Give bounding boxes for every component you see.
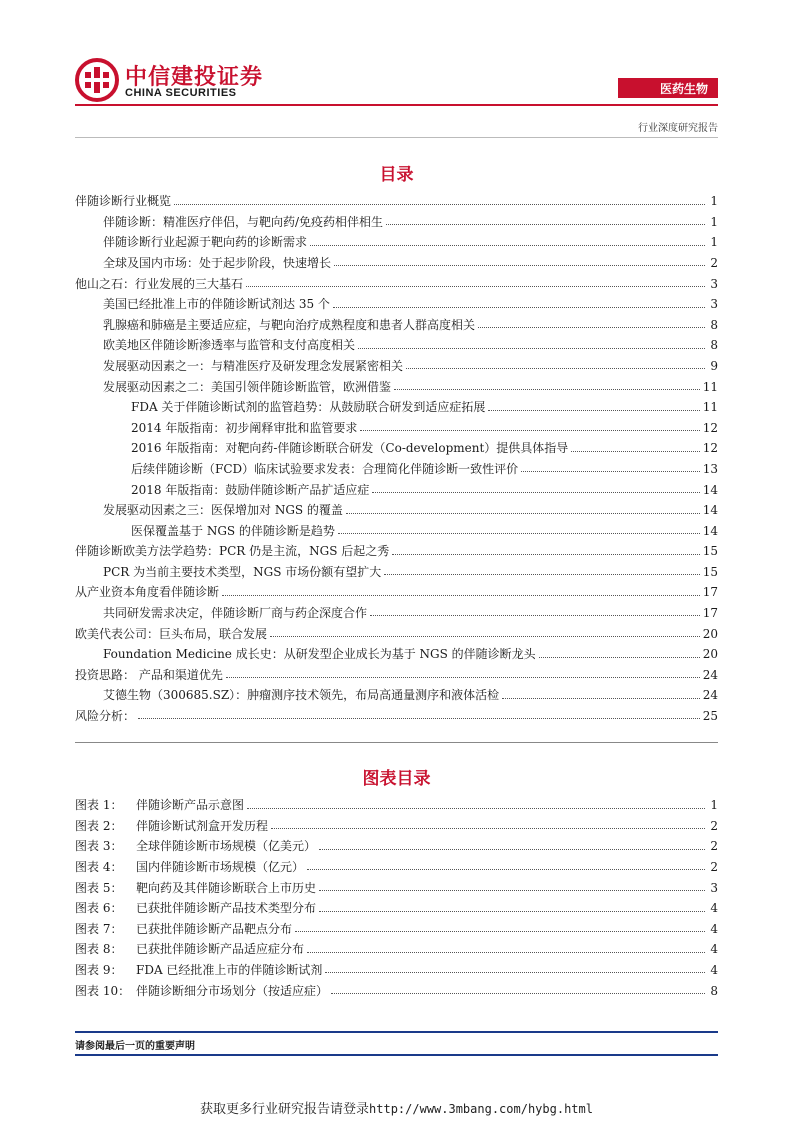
toc-text: 美国已经批准上市的伴随诊断试剂达 35 个	[103, 297, 330, 312]
toc-entry[interactable]	[75, 456, 718, 477]
header-divider-thin	[75, 137, 718, 138]
disclaimer-note: 请参阅最后一页的重要声明	[75, 1041, 195, 1052]
toc-page: 1	[710, 194, 718, 209]
toc-text: 伴随诊断欧美方法学趋势：PCR 仍是主流，NGS 后起之秀	[75, 544, 390, 559]
brand-name-cn: 中信建投证券	[125, 65, 264, 90]
figure-leader	[331, 993, 705, 994]
toc-page: 17	[702, 585, 718, 600]
figure-leader	[307, 869, 705, 870]
toc-leader	[539, 657, 700, 658]
figure-label: 图表 7：	[75, 921, 123, 936]
toc-text: 医保覆盖基于 NGS 的伴随诊断是趋势	[131, 523, 335, 538]
toc-text: 伴随诊断行业起源于靶向药的诊断需求	[103, 235, 308, 250]
toc-leader	[174, 204, 705, 205]
figure-entry[interactable]	[75, 957, 718, 978]
brand-name-en: CHINA SECURITIES	[125, 87, 237, 99]
toc-page: 20	[702, 647, 718, 662]
figure-entry[interactable]	[75, 916, 718, 937]
toc-page: 2	[710, 255, 718, 270]
toc-entry[interactable]	[75, 538, 718, 559]
figure-label: 图表 2：	[75, 818, 123, 833]
toc-entry[interactable]	[75, 229, 718, 250]
figure-page: 1	[710, 798, 718, 813]
toc-page: 1	[710, 235, 718, 250]
toc-entry[interactable]	[75, 476, 718, 497]
toc-text: 欧美代表公司：巨头布局，联合发展	[75, 626, 268, 641]
toc-entry[interactable]	[75, 373, 718, 394]
figure-text: 全球伴随诊断市场规模（亿美元）	[136, 839, 317, 854]
figure-label: 图表 8：	[75, 942, 123, 957]
toc-entry[interactable]	[75, 579, 718, 600]
toc-text: 艾德生物（300685.SZ）：肿瘤测序技术领先，布局高通量测序和液体活检	[103, 688, 500, 703]
watermark-text: 获取更多行业研究报告请登录	[200, 1102, 370, 1117]
watermark	[0, 1098, 793, 1117]
toc-page: 1	[710, 214, 718, 229]
figure-label: 图表 1：	[75, 798, 123, 813]
figure-leader	[247, 808, 705, 809]
figure-text: 靶向药及其伴随诊断联合上市历史	[136, 880, 317, 895]
figure-page: 4	[710, 901, 718, 916]
figure-text: 伴随诊断细分市场划分（按适应症）	[136, 983, 329, 998]
toc-page: 15	[702, 564, 718, 579]
toc-title: 目录	[379, 165, 414, 185]
toc-entry[interactable]	[75, 559, 718, 580]
toc-entry[interactable]	[75, 518, 718, 539]
figure-text: 已获批伴随诊断产品靶点分布	[136, 921, 293, 936]
toc-leader	[226, 677, 700, 678]
toc-page: 11	[702, 400, 718, 415]
toc-entry[interactable]	[75, 682, 718, 703]
figure-entry[interactable]	[75, 833, 718, 854]
figure-leader	[325, 972, 705, 973]
toc-entry[interactable]	[75, 188, 718, 209]
figure-label: 图表 5：	[75, 880, 123, 895]
toc-entry[interactable]	[75, 415, 718, 436]
toc-leader	[394, 389, 700, 390]
toc-leader	[333, 307, 705, 308]
toc-leader	[310, 245, 705, 246]
figure-text: FDA 已经批准上市的伴随诊断试剂	[136, 962, 323, 977]
sector-label: 医药生物	[659, 82, 708, 96]
toc-leader	[334, 265, 705, 266]
toc-entry[interactable]	[75, 641, 718, 662]
toc-leader	[392, 554, 699, 555]
toc-page: 14	[702, 482, 718, 497]
figure-text: 已获批伴随诊断产品适应症分布	[136, 942, 305, 957]
footer-divider	[75, 1031, 718, 1033]
figure-entry[interactable]	[75, 874, 718, 895]
figure-leader	[271, 828, 705, 829]
toc-page: 12	[702, 420, 718, 435]
figure-label: 图表 9：	[75, 962, 123, 977]
toc-text: 后续伴随诊断（FCD）临床试验要求发表：合理简化伴随诊断一致性评价	[131, 461, 519, 476]
figure-text: 伴随诊断试剂盒开发历程	[136, 818, 269, 833]
toc-entry[interactable]	[75, 394, 718, 415]
toc-leader	[386, 224, 705, 225]
toc-text: 发展驱动因素之三：医保增加对 NGS 的覆盖	[103, 503, 343, 518]
figure-entry[interactable]	[75, 854, 718, 875]
toc-entry[interactable]	[75, 291, 718, 312]
figure-label: 图表 10：	[75, 983, 131, 998]
toc-text: FDA 关于伴随诊断试剂的监管趋势：从鼓励联合研发到适应症拓展	[131, 400, 486, 415]
toc-entry[interactable]	[75, 497, 718, 518]
toc-entry[interactable]	[75, 620, 718, 641]
figure-page: 4	[710, 921, 718, 936]
toc-entry[interactable]	[75, 353, 718, 374]
figure-entry[interactable]	[75, 792, 718, 813]
company-logo-icon	[75, 58, 119, 102]
toc-divider	[75, 742, 718, 743]
toc-leader	[222, 595, 700, 596]
toc-entry[interactable]	[75, 332, 718, 353]
figure-page: 3	[710, 880, 718, 895]
toc-leader	[372, 492, 699, 493]
figure-page: 2	[710, 818, 718, 833]
table-of-contents	[75, 188, 718, 723]
toc-page: 12	[702, 441, 718, 456]
toc-leader	[406, 368, 705, 369]
footer-divider-bottom	[75, 1054, 718, 1056]
figure-entry[interactable]	[75, 895, 718, 916]
toc-leader	[346, 513, 700, 514]
toc-text: 伴随诊断行业概览	[75, 194, 172, 209]
figure-page: 2	[710, 859, 718, 874]
figure-leader	[319, 890, 705, 891]
figure-label: 图表 3：	[75, 839, 123, 854]
figure-leader	[319, 911, 705, 912]
figure-page: 4	[710, 942, 718, 957]
toc-page: 8	[710, 317, 718, 332]
toc-entry[interactable]	[75, 703, 718, 724]
toc-text: 乳腺癌和肺癌是主要适应症，与靶向治疗成熟程度和患者人群高度相关	[103, 317, 476, 332]
figure-text: 已获批伴随诊断产品技术类型分布	[136, 901, 317, 916]
toc-page: 8	[710, 338, 718, 353]
toc-leader	[478, 327, 705, 328]
toc-text: 发展驱动因素之二：美国引领伴随诊断监管，欧洲借鉴	[103, 379, 392, 394]
toc-leader	[270, 636, 700, 637]
toc-leader	[502, 698, 700, 699]
toc-page: 24	[702, 688, 718, 703]
figure-page: 4	[710, 962, 718, 977]
toc-leader	[338, 533, 700, 534]
toc-page: 24	[702, 667, 718, 682]
figure-page: 2	[710, 839, 718, 854]
figure-entry[interactable]	[75, 936, 718, 957]
toc-leader	[138, 718, 700, 719]
toc-leader	[358, 348, 705, 349]
toc-leader	[571, 451, 699, 452]
toc-text: 他山之石：行业发展的三大基石	[75, 276, 244, 291]
toc-leader	[384, 574, 699, 575]
toc-entry[interactable]	[75, 270, 718, 291]
report-type: 行业深度研究报告	[638, 123, 718, 134]
toc-text: 2014 年版指南：初步阐释审批和监管要求	[131, 420, 358, 435]
toc-text: 共同研发需求决定，伴随诊断厂商与药企深度合作	[103, 606, 368, 621]
toc-text: 投资思路： 产品和渠道优先	[75, 667, 223, 682]
figure-page: 8	[710, 983, 718, 998]
watermark-url[interactable]: http://www.3mbang.com/hybg.html	[369, 1102, 593, 1116]
toc-page: 13	[702, 461, 718, 476]
figure-entry[interactable]	[75, 977, 718, 998]
toc-leader	[246, 286, 705, 287]
toc-page: 20	[702, 626, 718, 641]
toc-text: 2018 年版指南：鼓励伴随诊断产品扩适应症	[131, 482, 370, 497]
toc-leader	[521, 471, 700, 472]
toc-entry[interactable]	[75, 600, 718, 621]
toc-page: 14	[702, 503, 718, 518]
toc-text: Foundation Medicine 成长史：从研发型企业成长为基于 NGS 的伴随诊断龙头	[103, 647, 536, 662]
figure-text: 国内伴随诊断市场规模（亿元）	[136, 859, 305, 874]
toc-entry[interactable]	[75, 435, 718, 456]
figure-text: 伴随诊断产品示意图	[136, 798, 245, 813]
toc-page: 9	[710, 358, 718, 373]
toc-text: 伴随诊断：精准医疗伴侣，与靶向药/免疫药相伴相生	[103, 214, 384, 229]
figure-leader	[319, 849, 705, 850]
figure-leader	[295, 931, 705, 932]
toc-text: 2016 年版指南：对靶向药-伴随诊断联合研发（Co-development）提供具体指导	[131, 441, 569, 456]
toc-text: PCR 为当前主要技术类型，NGS 市场份额有望扩大	[103, 564, 382, 579]
figure-label: 图表 4：	[75, 859, 123, 874]
toc-text: 发展驱动因素之一：与精准医疗及研发理念发展紧密相关	[103, 358, 404, 373]
toc-page: 25	[702, 709, 718, 724]
toc-text: 全球及国内市场：处于起步阶段，快速增长	[103, 255, 332, 270]
toc-page: 17	[702, 606, 718, 621]
header-divider	[75, 104, 718, 106]
figures-title: 图表目录	[362, 769, 431, 789]
toc-entry[interactable]	[75, 312, 718, 333]
toc-entry[interactable]	[75, 662, 718, 683]
list-of-figures	[75, 792, 718, 998]
toc-leader	[360, 430, 699, 431]
toc-leader	[370, 615, 700, 616]
toc-entry[interactable]	[75, 250, 718, 271]
toc-page: 3	[710, 297, 718, 312]
toc-page: 11	[702, 379, 718, 394]
toc-entry[interactable]	[75, 209, 718, 230]
toc-page: 14	[702, 523, 718, 538]
toc-text: 欧美地区伴随诊断渗透率与监管和支付高度相关	[103, 338, 356, 353]
toc-text: 从产业资本角度看伴随诊断	[75, 585, 220, 600]
figure-label: 图表 6：	[75, 901, 123, 916]
toc-leader	[488, 410, 699, 411]
toc-text: 风险分析：	[75, 709, 136, 724]
toc-page: 15	[702, 544, 718, 559]
toc-page: 3	[710, 276, 718, 291]
figure-leader	[307, 952, 705, 953]
figure-entry[interactable]	[75, 813, 718, 834]
